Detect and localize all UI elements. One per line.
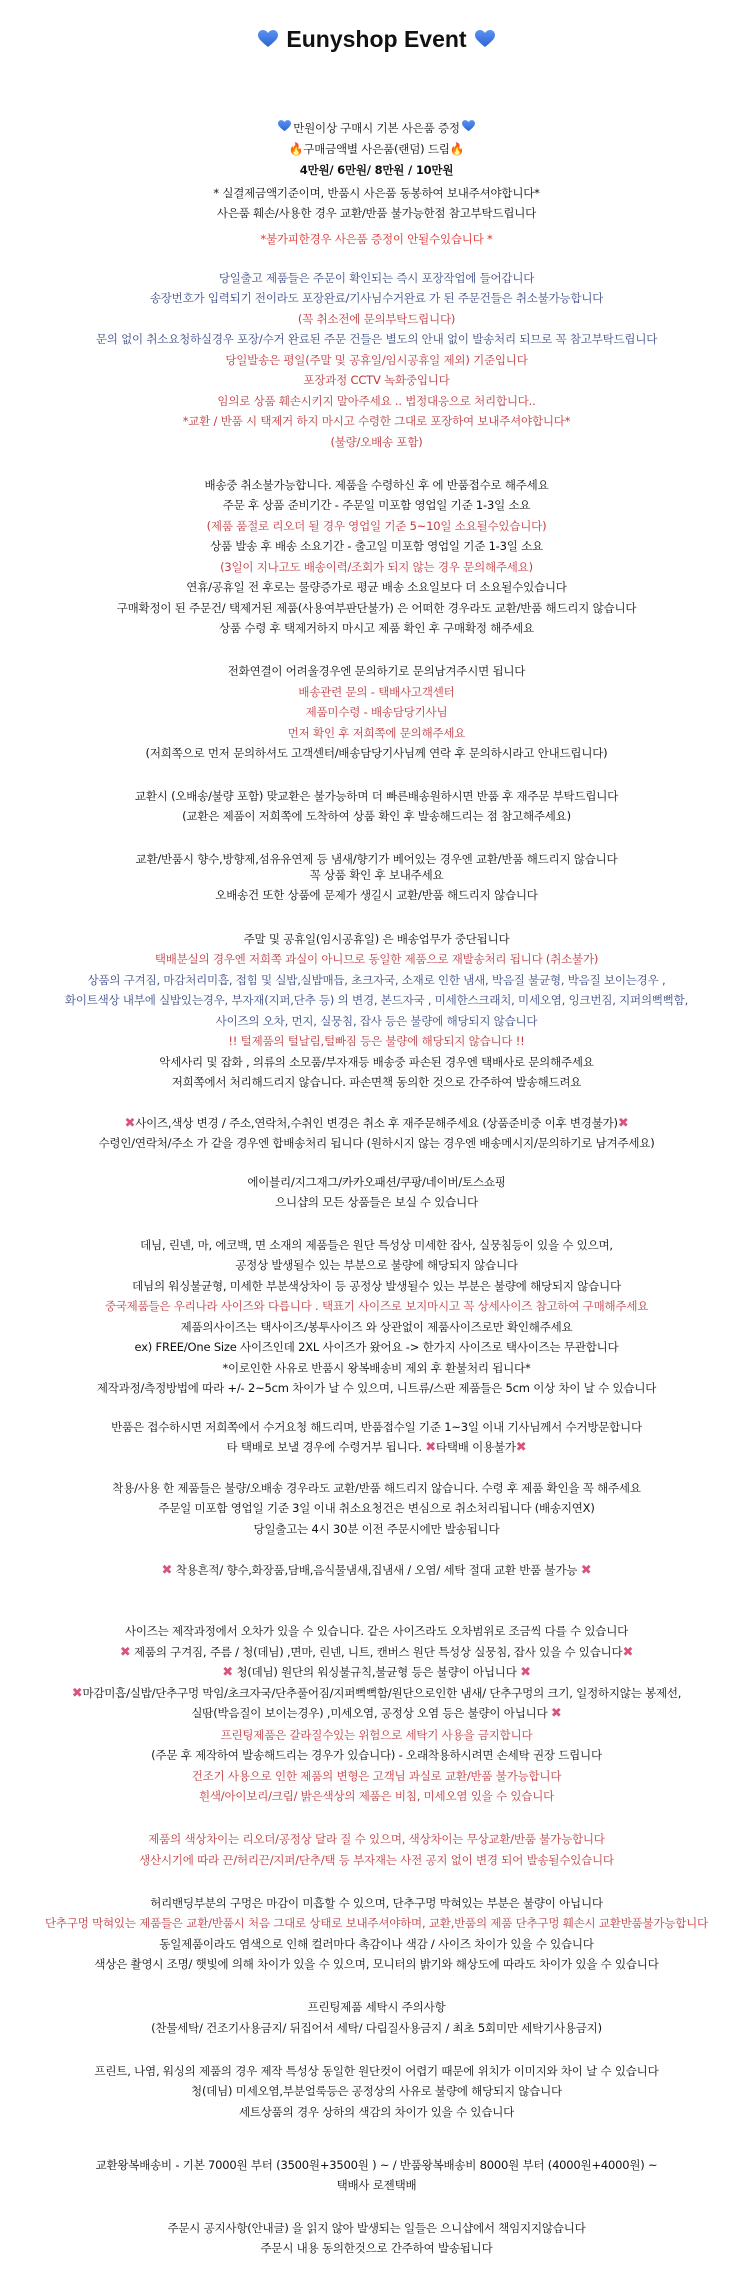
wrinkle-notice <box>0 1644 753 1661</box>
cross-icon: ✖ <box>425 1440 436 1455</box>
notice-line: 꼭 상품 확인 후 보내주세요 <box>309 868 444 882</box>
cross-icon: ✖ <box>71 1686 83 1701</box>
notice-line: 중국제품들은 우리나라 사이즈와 다릅니다 . 택표기 사이즈로 보지마시고 꼭 상세사이즈 참고하여 구매해주세요 <box>104 1299 649 1313</box>
notice-line: 단추구멍 막혀있는 제품들은 교환/반품시 처음 그대로 상태로 보내주셔야하며, 교환,반품의 제품 단추구멍 훼손시 교환반품불가능합니다 <box>45 1916 708 1930</box>
notice-line: (찬물세탁/ 건조기사용금지/ 뒤집어서 세탁/ 다림질사용금지 / 최초 5회미만 세탁기사용금지) <box>151 2021 602 2035</box>
blue-heart-icon <box>258 30 278 48</box>
fire-icon: 🔥 <box>449 142 465 156</box>
notice-line: (꼭 취소전에 문의부탁드립니다) <box>297 312 456 326</box>
event-gift-text: 만원이상 구매시 기본 사은품 증정 <box>293 121 460 135</box>
cross-icon: ✖ <box>161 1563 173 1578</box>
notice-line: !! 털제품의 털날림,털빠짐 등은 불량에 해당되지 않습니다 !! <box>228 1034 525 1048</box>
notice-line: 교환/반품시 향수,방향제,섬유유연제 등 냄새/향기가 베어있는 경우엔 교환/반품 해드리지 않습니다 <box>135 852 618 866</box>
notice-line: *교환 / 반품 시 택제거 하지 마시고 수령한 그대로 포장하여 보내주셔야합니다* <box>182 414 571 428</box>
notice-line: 먼저 확인 후 저희쪽에 문의해주세요 <box>287 726 466 740</box>
notice-line: 흰색/아이보리/크림/ 밝은색상의 제품은 비침, 미세오염 있을 수 있습니다 <box>198 1789 555 1803</box>
notice-line: 공정상 발생될수 있는 부분으로 불량에 해당되지 않습니다 <box>235 1258 518 1272</box>
denim-notice <box>0 1664 753 1681</box>
cross-icon: ✖ <box>222 1665 233 1680</box>
other-courier-label: 타택배 이용불가 <box>435 1440 516 1454</box>
notice-line: 상품 수령 후 택제거하지 마시고 제품 확인 후 구매확정 해주세요 <box>219 621 534 635</box>
notice-line: 전화연결이 어려울경우엔 문의하기로 문의남겨주시면 됩니다 <box>227 664 526 678</box>
cross-icon: ✖ <box>119 1645 131 1660</box>
notice-line: 저희쪽에서 처리해드리지 않습니다. 파손면책 동의한 것으로 간주하여 발송해드려요 <box>171 1075 582 1089</box>
notice-line: (불량/오배송 포함) <box>330 435 423 449</box>
other-courier-text: 타 택배로 보낼 경우에 수령거부 됩니다. <box>226 1440 426 1454</box>
notice-line: 배송중 취소불가능합니다. 제품을 수령하신 후 에 반품접수로 해주세요 <box>204 478 549 492</box>
notice-line: 당일발송은 평일(주말 및 공휴일/임시공휴일 제외) 기준입니다 <box>225 353 528 367</box>
notice-line: (3일이 지나고도 배송이력/조회가 되지 않는 경우 문의해주세요) <box>220 560 533 574</box>
notice-line: 수령인/연락처/주소 가 같을 경우엔 합배송처리 됩니다 (원하시지 않는 경우엔 배송메시지/문의하기로 남겨주세요) <box>98 1136 655 1150</box>
notice-line: 오배송건 또한 상품에 문제가 생길시 교환/반품 해드리지 않습니다 <box>215 888 538 902</box>
notice-line: 제품의 색상차이는 리오더/공정상 달라 질 수 있으며, 색상차이는 무상교환/반품 불가능합니다 <box>148 1832 605 1846</box>
event-random-text: 구매금액별 사은품(랜덤) 드림 <box>303 142 450 156</box>
notice-line: 색상은 촬영시 조명/ 햇빛에 의해 차이가 있을 수 있으며, 모니터의 밝기와 해상도에 따라도 차이가 있을 수 있습니다 <box>94 1957 659 1971</box>
wrinkle-text: 제품의 구겨짐, 주름 / 청(데님) ,면마, 린넨, 니트, 캔버스 원단 특성상 실뭉침, 잡사 있을 수 있습니다 <box>134 1645 623 1659</box>
change-notice-text: 사이즈,색상 변경 / 주소,연락처,수취인 변경은 취소 후 재주문해주세요 (상품준비중 이후 변경불가) <box>135 1116 618 1130</box>
notice-line: 연휴/공휴일 전 후로는 물량증가로 평균 배송 소요일보다 더 소요될수있습니다 <box>186 580 567 594</box>
notice-line: (교환은 제품이 저희쪽에 도착하여 상품 확인 후 발송해드리는 점 참고해주세요) <box>182 809 571 823</box>
cross-icon: ✖ <box>580 1563 592 1578</box>
notice-line: 교환시 (오배송/불량 포함) 맞교환은 불가능하며 더 빠른배송원하시면 반품 후 재주문 부탁드립니다 <box>134 789 619 803</box>
notice-line: 상품 발송 후 배송 소요기간 - 출고일 미포함 영업일 기준 1-3일 소요 <box>210 539 543 553</box>
notice-line: ex) FREE/One Size 사이즈인데 2XL 사이즈가 왔어요 -> 한가지 사이즈로 택사이즈는 무관합니다 <box>134 1340 619 1354</box>
notice-line: *이로인한 사유로 반품시 왕복배송비 제외 후 환불처리 됩니다* <box>222 1361 531 1375</box>
finish-notice-b <box>0 1705 753 1722</box>
event-line-damage: 사은품 훼손/사용한 경우 교환/반품 불가능한점 참고부탁드립니다 <box>216 206 537 220</box>
cross-icon: ✖ <box>520 1665 531 1680</box>
blue-heart-icon <box>462 120 475 132</box>
notice-line: 데님, 린넨, 마, 에코백, 면 소재의 제품들은 원단 특성상 미세한 잡사, 실뭉침등이 있을 수 있으며, <box>140 1238 613 1252</box>
event-line-tiers: 4만원/ 6만원/ 8만원 / 10만원 <box>299 163 454 177</box>
notice-line: 포장과정 CCTV 녹화중입니다 <box>303 373 450 387</box>
cross-icon: ✖ <box>617 1116 629 1131</box>
event-line-random <box>0 141 753 157</box>
notice-line: (주문 후 제작하여 발송해드리는 경우가 있습니다) - 오래착용하시려면 손세탁 권장 드립니다 <box>151 1748 602 1762</box>
notice-line: 사이즈는 제작과정에서 오차가 있을 수 있습니다. 같은 사이즈라도 오차범위로 조금씩 다를 수 있습니다 <box>124 1624 629 1638</box>
notice-line: 제품의사이즈는 택사이즈/봉투사이즈 와 상관없이 제품사이즈로만 확인해주세요 <box>180 1320 573 1334</box>
notice-line: 건조기 사용으로 인한 제품의 변형은 고객님 과실로 교환/반품 불가능합니다 <box>191 1769 562 1783</box>
cross-icon: ✖ <box>515 1440 527 1455</box>
finish-text-a: 마감미흡/실밥/단추구멍 막임/초크자국/단추풀어짐/지퍼뻑뻑함/원단으로인한 냄새/ 단추구멍의 크기, 일정하지않는 봉제선, <box>82 1686 682 1700</box>
notice-line: 송장번호가 입력되기 전이라도 포장완료/기사님수거완료 가 된 주문건들은 취소불가능합니다 <box>149 291 604 305</box>
notice-line: 프린트, 나염, 워싱의 제품의 경우 제작 특성상 동일한 원단컷이 어렵기 때문에 위치가 이미지와 차이 날 수 있습니다 <box>94 2064 659 2078</box>
event-line-basis: * 실결제금액기준이며, 반품시 사은품 동봉하여 보내주셔야합니다* <box>213 186 540 200</box>
notice-line: 상품의 구겨짐, 마감처리미흡, 접힘 및 실밥,실밥매듭, 초크자국, 소재로 인한 냄새, 박음질 불균형, 박음질 보이는경우 , <box>87 973 666 987</box>
no-return-text: 착용흔적/ 향수,화장품,담배,음식물냄새,집냄새 / 오염/ 세탁 절대 교환 반품 불가능 <box>175 1563 578 1577</box>
notice-line: 동일제품이라도 염색으로 인해 컬러마다 촉감이나 색감 / 사이즈 차이가 있을 수 있습니다 <box>159 1937 594 1951</box>
notice-line: 세트상품의 경우 상하의 색감의 차이가 있을 수 있습니다 <box>238 2105 515 2119</box>
notice-line: 주말 및 공휴일(임시공휴일) 은 배송업무가 중단됩니다 <box>243 932 510 946</box>
notice-line: 구매확정이 된 주문건/ 택제거된 제품(사용여부판단불가) 은 어떠한 경우라도 교환/반품 해드리지 않습니다 <box>116 601 637 615</box>
fire-icon: 🔥 <box>288 142 304 156</box>
notice-line: 데님의 워싱불균형, 미세한 부분색상차이 등 공정상 발생될수 있는 부분은 불량에 해당되지 않습니다 <box>132 1279 621 1293</box>
cross-icon: ✖ <box>124 1116 136 1131</box>
change-notice <box>0 1115 753 1132</box>
notice-line: 악세사리 및 잡화 , 의류의 소모품/부자재등 배송중 파손된 경우엔 택배사로 문의해주세요 <box>159 1055 594 1069</box>
blue-heart-icon <box>278 120 291 132</box>
notice-line: 당일출고는 4시 30분 이전 주문시에만 발송됩니다 <box>253 1522 500 1536</box>
notice-line: 택배분실의 경우엔 저희쪽 과실이 아니므로 동일한 제품으로 재발송처리 됩니다 (취소불가) <box>154 952 599 966</box>
notice-line: 제작과정/측정방법에 따라 +/- 2~5cm 차이가 날 수 있으며, 니트류/스판 제품들은 5cm 이상 차이 날 수 있습니다 <box>96 1381 657 1395</box>
notice-line: 으니샵의 모든 상품들은 보실 수 있습니다 <box>275 1195 478 1209</box>
notice-line: 프린팅제품은 갈라질수있는 위험으로 세탁기 사용을 금지합니다 <box>220 1728 533 1742</box>
notice-line: 허리밴딩부분의 구멍은 마감이 미흡할 수 있으며, 단추구멍 막혀있는 부분은 불량이 아닙니다 <box>150 1896 603 1910</box>
notice-line: 착용/사용 한 제품들은 불량/오배송 경우라도 교환/반품 해드리지 않습니다. 수령 후 제품 확인을 꼭 해주세요 <box>112 1481 641 1495</box>
no-return-notice <box>0 1562 753 1579</box>
finish-text-b: 실땀(박음질이 보이는경우) ,미세오염, 공정상 오염 등은 불량이 아닙니다 <box>191 1706 548 1720</box>
notice-line: 주문시 공지사항(안내글) 을 읽지 않아 발생되는 일들은 으니샵에서 책임지지않습니다 <box>167 2221 586 2235</box>
notice-line: 주문일 미포함 영업일 기준 3일 이내 취소요청건은 변심으로 취소처리됩니다 (배송지연X) <box>158 1501 595 1515</box>
notice-line: 화이트색상 내부에 실밥있는경우, 부자재(지퍼,단추 등) 의 변경, 본드자국 , 미세한스크래치, 미세오염, 잉크번짐, 지퍼의뻑뻑함, <box>64 993 689 1007</box>
notice-line: 교환왕복배송비 - 기본 7000원 부터 (3500원+3500원 ) ~ / 반품왕복배송비 8000원 부터 (4000원+4000원) ~ <box>95 2158 658 2172</box>
cross-icon: ✖ <box>550 1706 562 1721</box>
notice-line: (저희쪽으로 먼저 문의하셔도 고객센터/배송담당기사님께 연락 후 문의하시라고 안내드립니다) <box>145 746 608 760</box>
notice-line: 반품은 접수하시면 저희쪽에서 수거요청 해드리며, 반품접수일 기준 1~3일 이내 기사님께서 수거방문합니다 <box>111 1420 642 1434</box>
title-text: Eunyshop Event <box>286 26 467 52</box>
notice-line: 당일출고 제품들은 주문이 확인되는 즉시 포장작업에 들어갑니다 <box>218 271 535 285</box>
notice-line: 사이즈의 오차, 먼지, 실뭉침, 잡사 등은 불량에 해당되지 않습니다 <box>215 1014 538 1028</box>
notice-line: 주문 후 상품 준비기간 - 주문일 미포함 영업일 기준 1-3일 소요 <box>222 498 531 512</box>
notice-line: 청(데님) 미세오염,부분얼룩등은 공정상의 사유로 불량에 해당되지 않습니다 <box>191 2084 562 2098</box>
notice-line: 에이블리/지그재그/카카오패션/쿠팡/네이버/토스쇼핑 <box>247 1175 506 1189</box>
notice-line: 문의 없이 취소요청하실경우 포장/수거 완료된 주문 건들은 별도의 안내 없이 발송처리 되므로 꼭 참고부탁드립니다 <box>95 332 658 346</box>
blue-heart-icon <box>475 30 495 48</box>
notice-line: 주문시 내용 동의한것으로 간주하여 발송됩니다 <box>260 2241 493 2255</box>
finish-notice-a <box>0 1685 753 1702</box>
notice-line: 생산시기에 따라 끈/허리끈/지퍼/단추/택 등 부자재는 사전 공지 없이 변경 되어 발송될수있습니다 <box>139 1853 614 1867</box>
denim-text: 청(데님) 원단의 워싱불규칙,불균형 등은 불량이 아닙니다 <box>236 1665 517 1679</box>
notice-line: 제품미수령 - 배송담당기사님 <box>305 705 448 719</box>
event-line-gift <box>0 120 753 136</box>
event-line-warning: *불가피한경우 사은품 증정이 안될수있습니다 * <box>260 232 493 246</box>
other-courier-notice <box>0 1439 753 1456</box>
cross-icon: ✖ <box>622 1645 634 1660</box>
notice-line: (제품 품절로 리오더 될 경우 영업일 기준 5~10일 소요될수있습니다) <box>206 519 547 533</box>
page-title <box>0 22 753 56</box>
notice-line: 택배사 로젠택배 <box>336 2178 417 2192</box>
notice-line: 임의로 상품 훼손시키지 말아주세요 .. 법정대응으로 처리합니다.. <box>217 394 536 408</box>
notice-line: 프린팅제품 세탁시 주의사항 <box>307 2000 446 2014</box>
notice-line: 배송관련 문의 - 택배사고객센터 <box>298 685 455 699</box>
